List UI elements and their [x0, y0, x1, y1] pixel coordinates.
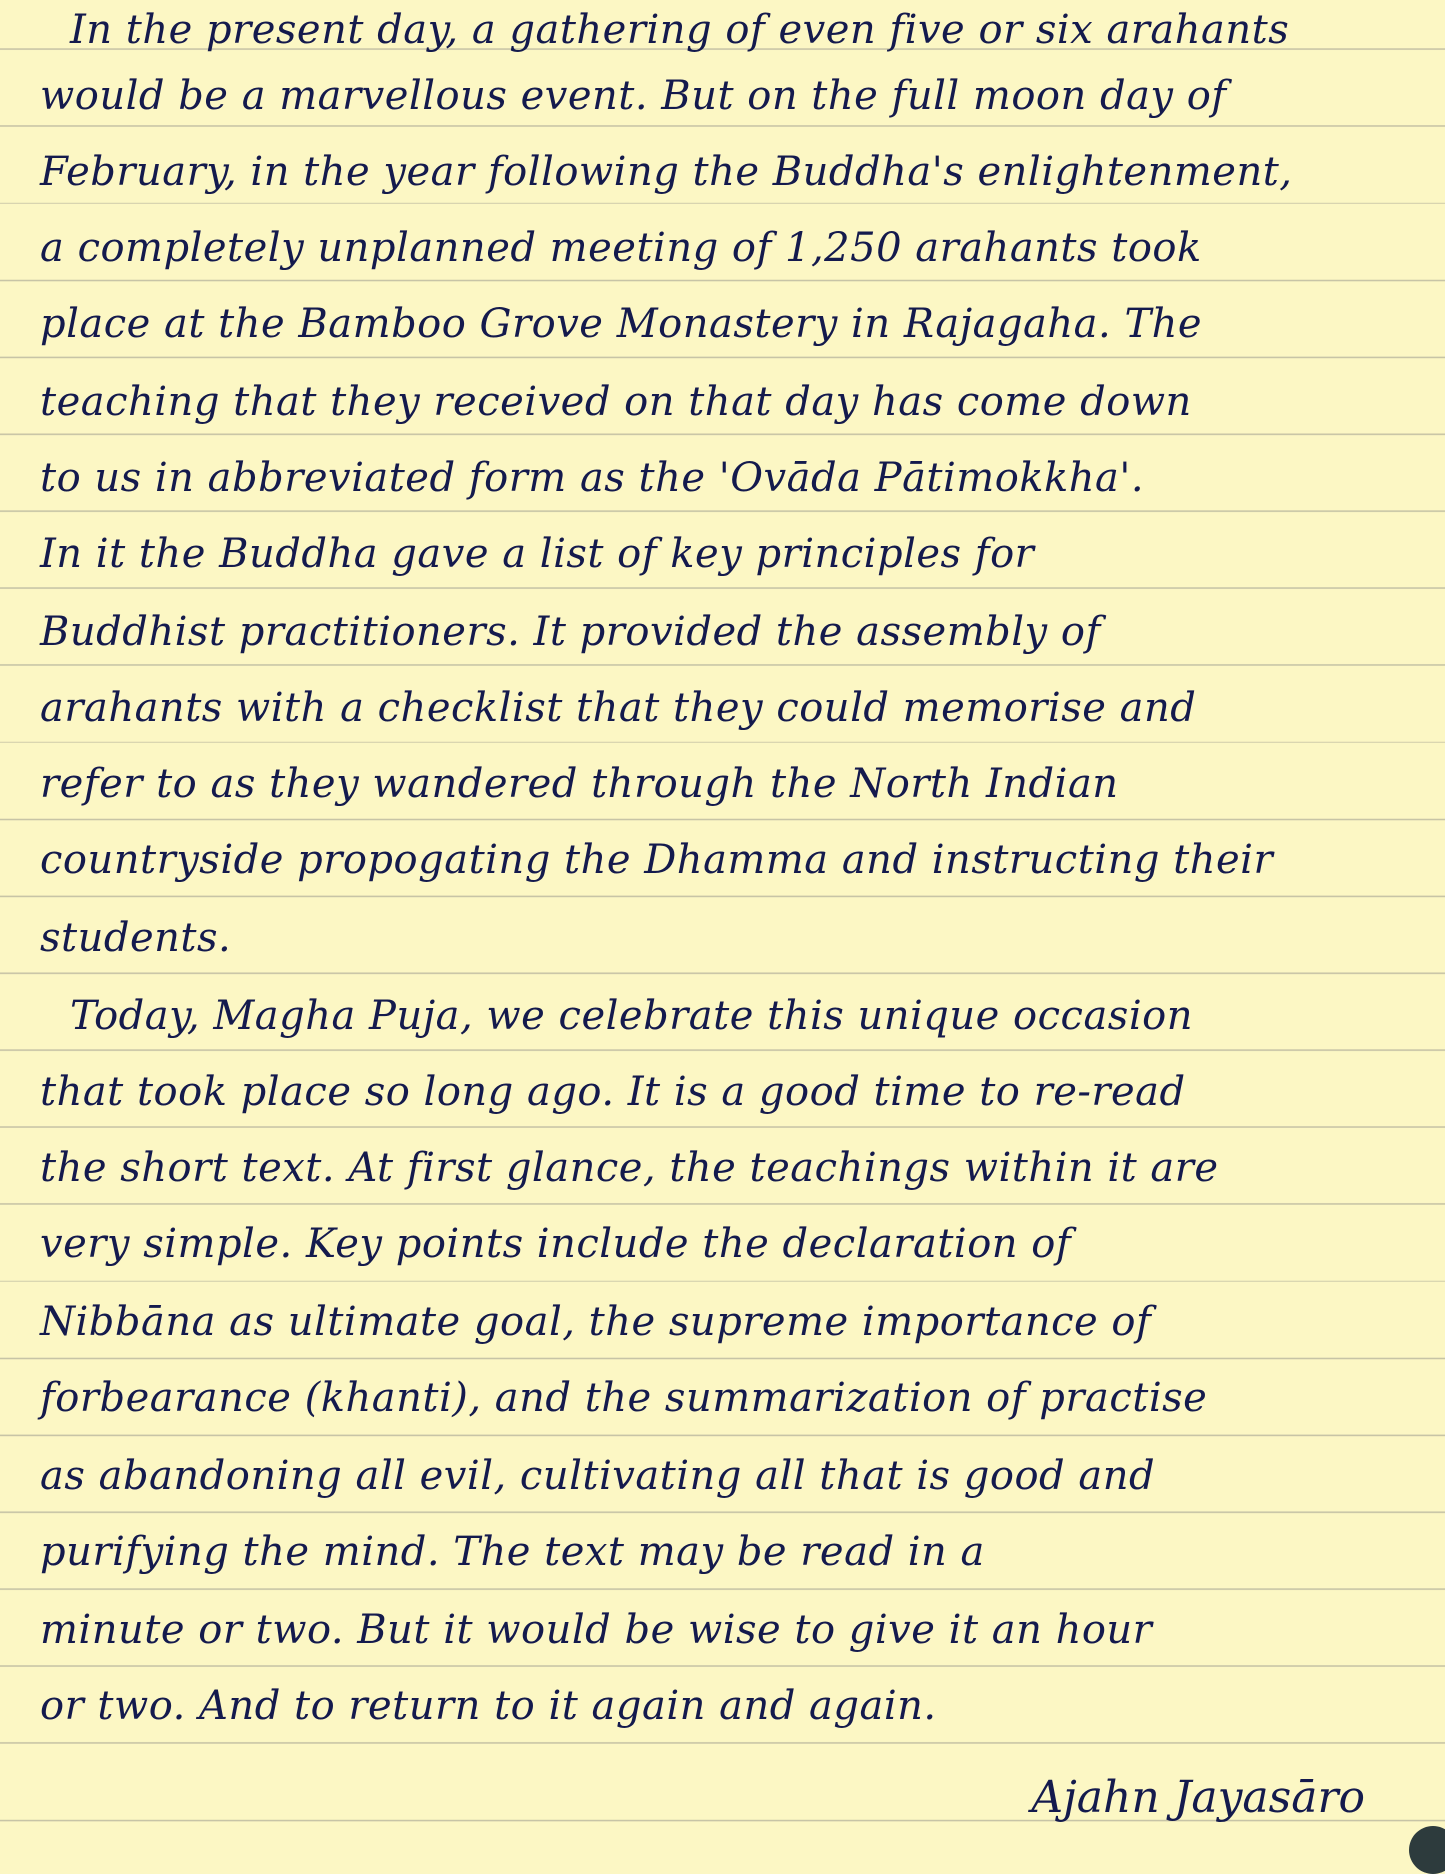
text-line: In the present day, a gathering of even five or six arahants [70, 7, 1290, 53]
text-line: students. [40, 915, 232, 961]
text-line: to us in abbreviated form as the 'Ovāda Pātimokkha'. [40, 455, 1145, 501]
text-line: a completely unplanned meeting of 1,250 arahants took [40, 225, 1202, 271]
text-line: that took place so long ago. It is a good time to re-read [40, 1069, 1186, 1115]
corner-button[interactable] [1409, 1826, 1445, 1874]
text-line: Buddhist practitioners. It provided the assembly of [40, 609, 1101, 655]
text-line: countryside propogating the Dhamma and instructing their [40, 837, 1274, 883]
text-line: refer to as they wandered through the North Indian [40, 761, 1119, 807]
text-line: very simple. Key points include the declaration of [40, 1221, 1072, 1267]
text-line: arahants with a checklist that they could memorise and [40, 685, 1197, 731]
text-line: forbearance (khanti), and the summarization of practise [40, 1375, 1208, 1421]
text-line: teaching that they received on that day has come down [40, 379, 1192, 425]
text-line: place at the Bamboo Grove Monastery in Rajagaha. The [40, 301, 1203, 347]
text-line: as abandoning all evil, cultivating all that is good and [40, 1453, 1156, 1499]
text-line: minute or two. But it would be wise to give it an hour [40, 1607, 1153, 1653]
signature: Ajahn Jayasāro [1031, 1772, 1365, 1823]
text-line: Today, Magha Puja, we celebrate this unique occasion [70, 993, 1193, 1039]
text-line: would be a marvellous event. But on the full moon day of [40, 73, 1227, 119]
text-line: purifying the mind. The text may be read in a [40, 1529, 985, 1575]
text-line: February, in the year following the Buddha's enlightenment, [40, 149, 1293, 195]
text-line: In it the Buddha gave a list of key principles for [40, 531, 1035, 577]
text-line: Nibbāna as ultimate goal, the supreme importance of [40, 1299, 1152, 1345]
text-line: the short text. At first glance, the teachings within it are [40, 1145, 1219, 1191]
text-line: or two. And to return to it again and again. [40, 1683, 937, 1729]
